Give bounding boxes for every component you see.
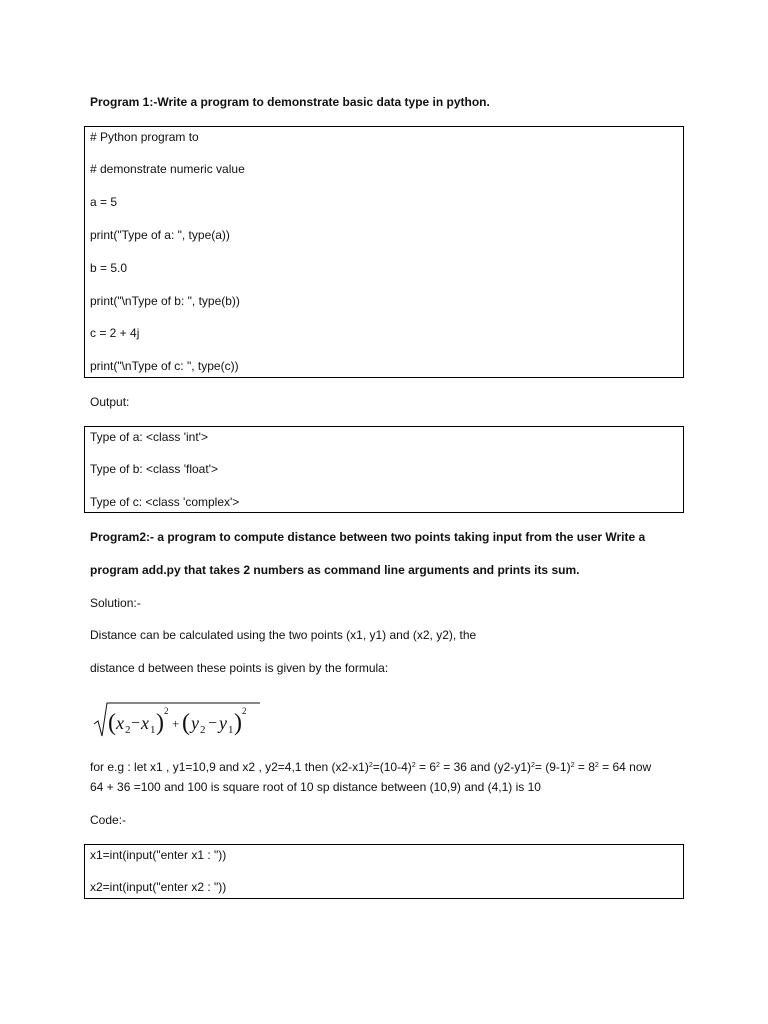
square-exponent: 2 (242, 706, 247, 716)
code-line: x2=int(input("enter x2 : ")) (90, 880, 227, 894)
minus-sign: − (208, 715, 218, 732)
var-x1: x (141, 713, 149, 733)
code-label: Code:- (90, 813, 127, 827)
paren-open: ( (108, 710, 116, 736)
code-line: # Python program to (90, 130, 199, 144)
code-line: print("\nType of b: ", type(b)) (90, 294, 240, 308)
program2-heading-line1: Program2:- a program to compute distance between two points taking input from the user Write a (90, 530, 646, 544)
code-line: b = 5.0 (90, 261, 128, 275)
output-line: Type of a: <class 'int'> (90, 430, 208, 444)
sub-2: 2 (200, 724, 206, 736)
program2-heading-line2: program add.py that takes 2 numbers as command line arguments and prints its sum. (90, 563, 580, 577)
sub-1: 1 (228, 724, 234, 736)
paren-close: ) (156, 710, 164, 736)
distance-formula (92, 700, 262, 740)
paren-close: ) (234, 710, 242, 736)
description-line2: distance d between these points is given by the formula: (90, 661, 389, 675)
code-line: x1=int(input("enter x1 : ")) (90, 848, 227, 862)
plus-sign: + (172, 716, 180, 731)
example-line1: for e.g : let x1 , y1=10,9 and x2 , y2=4,1 then $(x2-x1)^2=(10-4)^2 = 6^2 = 36$ and $(y2-y1)^2= (9-1)^2 = 8^2 = 64$ now (90, 760, 652, 774)
paren-open: ( (182, 710, 190, 736)
code-line: print("\nType of c: ", type(c)) (90, 359, 239, 373)
code-line: a = 5 (90, 195, 118, 209)
output-label: Output: (90, 395, 130, 409)
var-y1: y (219, 713, 227, 733)
var-y2: y (191, 713, 199, 733)
sub-2: 2 (125, 724, 131, 736)
code-line: print("Type of a: ", type(a)) (90, 228, 230, 242)
solution-label: Solution:- (90, 596, 141, 610)
var-x2: x (116, 713, 124, 733)
minus-sign: − (131, 715, 141, 732)
example-line2: 64 + 36 =100 and 100 is square root of 10 sp distance between (10,9) and (4,1) is 10 (90, 780, 541, 794)
output-line: Type of c: <class 'complex'> (90, 495, 240, 509)
square-exponent: 2 (164, 706, 169, 716)
sub-1: 1 (150, 724, 156, 736)
code-line: # demonstrate numeric value (90, 162, 245, 176)
program1-heading: Program 1:-Write a program to demonstrate basic data type in python. (90, 95, 490, 109)
code-line: c = 2 + 4j (90, 326, 140, 340)
description-line1: Distance can be calculated using the two points (x1, y1) and (x2, y2), the (90, 628, 477, 642)
output-line: Type of b: <class 'float'> (90, 462, 218, 476)
